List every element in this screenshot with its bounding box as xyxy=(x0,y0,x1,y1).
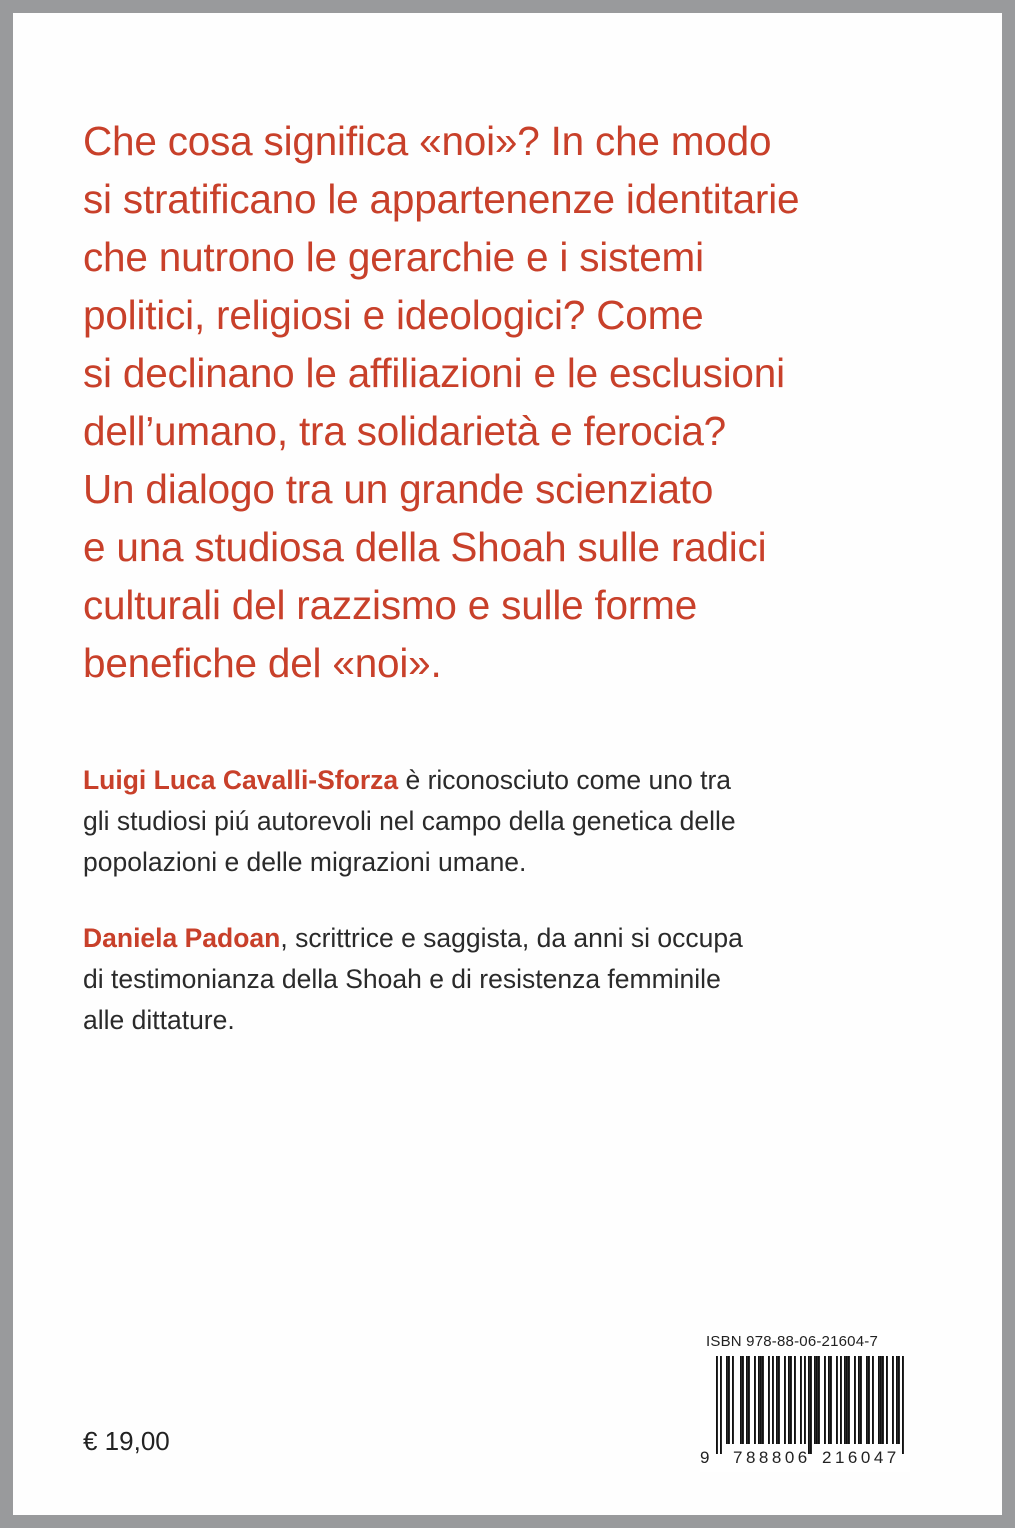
barcode-bar xyxy=(776,1356,778,1444)
bio-line xyxy=(83,918,943,959)
author-name: Luigi Luca Cavalli-Sforza xyxy=(83,765,399,795)
ean-digits-left: 788806 xyxy=(733,1448,811,1467)
barcode-bar xyxy=(848,1356,850,1444)
barcode-bar xyxy=(814,1356,816,1444)
barcode-bar xyxy=(840,1356,842,1444)
price-label: € 19,00 xyxy=(83,1426,170,1456)
bio-line: gli studiosi piú autorevoli nel campo della genetica delle xyxy=(83,806,736,836)
barcode-bar xyxy=(742,1356,744,1444)
barcode-bar xyxy=(886,1356,888,1444)
barcode-bar xyxy=(740,1356,742,1444)
barcode-bar xyxy=(898,1356,900,1444)
barcode-bar xyxy=(804,1356,806,1444)
ean-digits-right: 216047 xyxy=(822,1448,900,1467)
barcode-bar xyxy=(824,1356,826,1444)
blurb-line: culturali del razzismo e sulle forme xyxy=(83,582,698,628)
barcode-bar xyxy=(784,1356,786,1444)
bio-text: , scrittrice e saggista, da anni si occupa xyxy=(280,923,743,953)
isbn-label: ISBN 978-88-06-21604-7 xyxy=(706,1333,879,1350)
barcode-bar xyxy=(794,1356,796,1444)
barcode-bar xyxy=(836,1356,838,1444)
barcode-bar xyxy=(778,1356,780,1444)
barcode-bar xyxy=(788,1356,790,1444)
blurb-line: dell’umano, tra solidarietà e ferocia? xyxy=(83,408,727,454)
barcode-bar xyxy=(800,1356,802,1444)
barcode-bar xyxy=(716,1356,718,1454)
barcode-bar xyxy=(810,1356,812,1454)
barcode-bar xyxy=(748,1356,750,1444)
barcode-bar xyxy=(760,1356,762,1444)
blurb-line: che nutrono le gerarchie e i sistemi xyxy=(83,234,704,280)
blurb-line: politici, religiosi e ideologici? Come xyxy=(83,292,704,338)
blurb-line: Che cosa significa «noi»? In che modo xyxy=(83,118,772,164)
barcode-bar xyxy=(728,1356,730,1444)
barcode-icon xyxy=(716,1356,906,1454)
barcode-bar xyxy=(880,1356,882,1444)
barcode-bar xyxy=(878,1356,880,1444)
blurb-line: Un dialogo tra un grande scienziato xyxy=(83,466,714,512)
barcode-bar xyxy=(790,1356,792,1444)
blurb-line: benefiche del «noi». xyxy=(83,640,442,686)
barcode-bar xyxy=(892,1356,894,1444)
barcode-bar xyxy=(720,1356,722,1454)
barcode-bar xyxy=(902,1356,904,1454)
barcode-bar xyxy=(846,1356,848,1444)
blurb-line: e una studiosa della Shoah sulle radici xyxy=(83,524,767,570)
bio-text: è riconosciuto come uno tra xyxy=(398,765,732,795)
barcode-bar xyxy=(726,1356,728,1444)
barcode-bar xyxy=(816,1356,818,1444)
barcode-bar xyxy=(860,1356,862,1444)
barcode-bar xyxy=(762,1356,764,1444)
barcode-bar xyxy=(828,1356,830,1444)
bio-line: popolazioni e delle migrazioni umane. xyxy=(83,847,527,877)
blurb-line: si declinano le affiliazioni e le esclusioni xyxy=(83,350,785,396)
barcode-bar xyxy=(882,1356,884,1444)
barcode-bar xyxy=(818,1356,820,1444)
blurb-line: si stratificano le appartenenze identitarie xyxy=(83,176,800,222)
barcode-bar xyxy=(808,1356,810,1454)
barcode-bar xyxy=(754,1356,756,1444)
barcode-bar xyxy=(746,1356,748,1444)
barcode-bar xyxy=(772,1356,774,1444)
author-name: Daniela Padoan xyxy=(83,923,281,953)
back-cover-blurb xyxy=(83,112,943,692)
author-bio-cavalli-sforza xyxy=(83,760,943,883)
barcode-bar xyxy=(758,1356,760,1444)
barcode-bar xyxy=(768,1356,770,1444)
barcode-bar xyxy=(854,1356,856,1444)
barcode-bar xyxy=(732,1356,734,1444)
barcode-bar xyxy=(844,1356,846,1444)
author-bio-padoan xyxy=(83,918,943,1041)
barcode-bar xyxy=(830,1356,832,1444)
bio-line xyxy=(83,760,943,801)
bio-line: alle dittature. xyxy=(83,1005,235,1035)
barcode-bar xyxy=(896,1356,898,1444)
ean-digit-first: 9 xyxy=(700,1448,710,1467)
barcode-bar xyxy=(868,1356,870,1444)
barcode-bar xyxy=(872,1356,874,1444)
bio-line: di testimonianza della Shoah e di resistenza femminile xyxy=(83,964,721,994)
barcode-bar xyxy=(858,1356,860,1444)
barcode-bar xyxy=(866,1356,868,1444)
